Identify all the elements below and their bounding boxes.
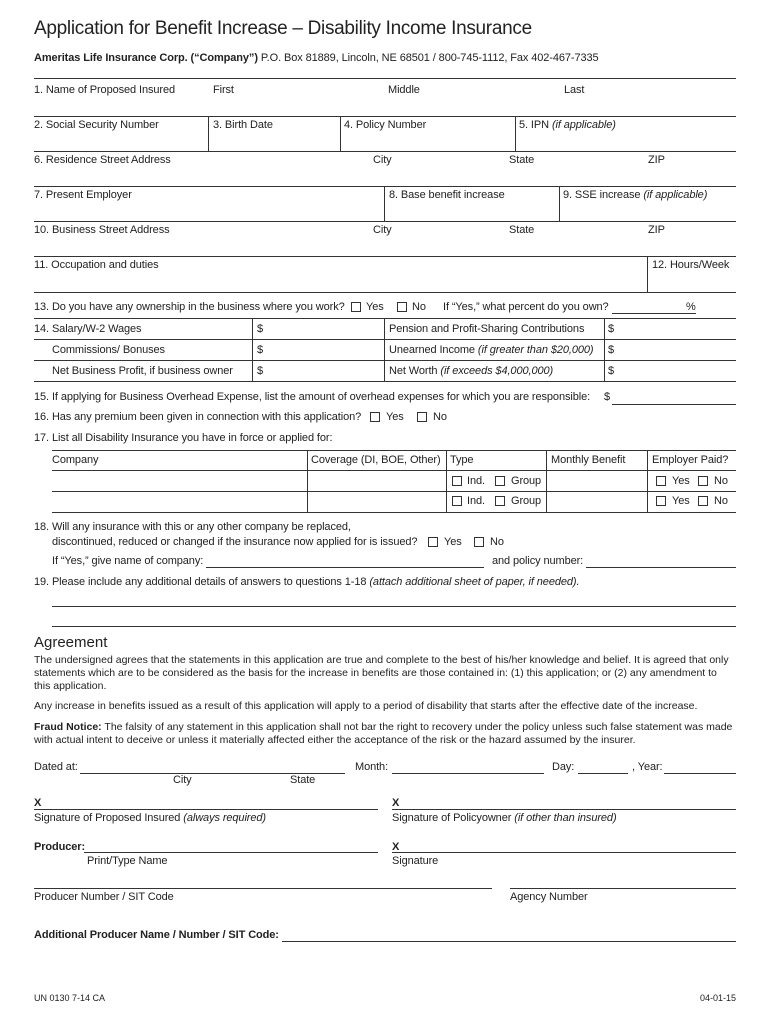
unearned-label: Unearned Income (if greater than $20,000) (389, 344, 594, 356)
row2-employer-no-checkbox[interactable] (698, 496, 708, 506)
net-profit-label: Net Business Profit, if business owner (52, 365, 233, 377)
net-worth-dollar[interactable]: $ (608, 365, 615, 377)
page-title: Application for Benefit Increase – Disability Income Insurance (34, 18, 532, 39)
first-name-label: First (213, 84, 234, 96)
day-input[interactable] (578, 773, 628, 774)
birth-date-label: 3. Birth Date (213, 119, 273, 131)
producer-signature-line[interactable] (392, 852, 736, 853)
col-type: Type (450, 454, 474, 466)
col-company: Company (52, 454, 99, 466)
row1-employer-no-checkbox[interactable] (698, 476, 708, 486)
insured-signature-label: Signature of Proposed Insured (always required) (34, 812, 266, 824)
additional-producer-label: Additional Producer Name / Number / SIT Code: (34, 929, 279, 941)
agreement-heading: Agreement (34, 634, 108, 651)
q18-no-checkbox[interactable] (474, 537, 484, 547)
q18-line2: discontinued, reduced or changed if the insurance now applied for is issued? (52, 536, 418, 548)
q18-policy-input[interactable] (586, 567, 736, 568)
row1-group-checkbox[interactable] (495, 476, 505, 486)
insured-signature-line[interactable] (34, 809, 378, 810)
row2-ind-label: Ind. (467, 495, 485, 507)
percent-own-label: If “Yes,” what percent do you own? (443, 301, 609, 313)
commissions-dollar[interactable]: $ (257, 344, 264, 356)
producer-sign-x: X (392, 841, 400, 853)
net-worth-label: Net Worth (if exceeds $4,000,000) (389, 365, 554, 377)
residence-state-label: State (509, 154, 535, 166)
q16-no-label: No (433, 411, 447, 423)
producer-number-label: Producer Number / SIT Code (34, 891, 174, 903)
business-city-label: City (373, 224, 392, 236)
occupation-input-line[interactable] (34, 292, 736, 293)
q13-yes-checkbox[interactable] (351, 302, 361, 312)
dated-city-label: City (173, 774, 192, 786)
agreement-paragraph-2: Any increase in benefits issued as a result of this application will apply to a period of disability that starts after the effective date of the increase. (34, 700, 698, 712)
employer-label: 7. Present Employer (34, 189, 132, 201)
q18-yes-checkbox[interactable] (428, 537, 438, 547)
salary-dollar[interactable]: $ (257, 323, 264, 335)
row2-employer-yes-checkbox[interactable] (656, 496, 666, 506)
residence-address-label: 6. Residence Street Address (34, 154, 171, 166)
agreement-paragraph-1: The undersigned agrees that the statements in this application are true and complete to the best of his/her knowledge and belief. It is agreed that only statements which are to be considered as the basis for the increase in benefits are those contained in: (1) this application; or (2) any amendment to this application. (34, 654, 729, 692)
q18-line1: 18. Will any insurance with this or any other company be replaced, (34, 521, 351, 533)
additional-producer-input[interactable] (282, 941, 736, 942)
insured-sign-x: X (34, 797, 42, 809)
ipn-label: 5. IPN (if applicable) (519, 119, 616, 131)
salary-label: 14. Salary/W-2 Wages (34, 323, 142, 335)
name-input-line[interactable] (34, 116, 736, 117)
col-employer-paid: Employer Paid? (652, 454, 729, 466)
company-info (34, 52, 599, 64)
owner-sign-x: X (392, 797, 400, 809)
percent-own-input[interactable] (612, 313, 696, 314)
q13-no-label: No (412, 301, 426, 313)
row2-ind-checkbox[interactable] (452, 496, 462, 506)
middle-name-label: Middle (388, 84, 420, 96)
row2-group-checkbox[interactable] (495, 496, 505, 506)
sse-increase-label: 9. SSE increase (if applicable) (563, 189, 708, 201)
agency-number-input[interactable] (510, 888, 736, 889)
residence-zip-label: ZIP (648, 154, 665, 166)
row1-group-label: Group (511, 475, 542, 487)
q18-company-input[interactable] (206, 567, 484, 568)
q17-label: 17. List all Disability Insurance you have in force or applied for: (34, 432, 333, 444)
producer-name-input[interactable] (84, 852, 378, 853)
q13-label: 13. Do you have any ownership in the business where you work? (34, 301, 345, 313)
company-address: P.O. Box 81889, Lincoln, NE 68501 / 800-745-1112, Fax 402-467-7335 (260, 52, 599, 64)
row2-employer-no-label: No (714, 495, 728, 507)
q13-yes-label: Yes (366, 301, 384, 313)
q18-yes-label: Yes (444, 536, 462, 548)
col-coverage: Coverage (DI, BOE, Other) (311, 454, 441, 466)
field-1-label: 1. Name of Proposed Insured (34, 84, 175, 96)
q19-label: 19. Please include any additional details of answers to questions 1-18 (attach additional sheet of paper, if needed). (34, 576, 580, 588)
agency-number-label: Agency Number (510, 891, 588, 903)
ssn-row-line[interactable] (34, 151, 736, 152)
q18-no-label: No (490, 536, 504, 548)
col-monthly-benefit: Monthly Benefit (551, 454, 626, 466)
q16-yes-label: Yes (386, 411, 404, 423)
form-date-code: 04-01-15 (700, 993, 737, 1003)
pension-label: Pension and Profit-Sharing Contributions (389, 323, 585, 335)
q19-input-line-2[interactable] (52, 626, 736, 627)
last-name-label: Last (564, 84, 585, 96)
row1-employer-yes-checkbox[interactable] (656, 476, 666, 486)
row1-employer-no-label: No (714, 475, 728, 487)
q16-label: 16. Has any premium been given in connection with this application? (34, 411, 362, 423)
producer-number-input[interactable] (34, 888, 492, 889)
row1-employer-yes-label: Yes (672, 475, 690, 487)
residence-city-label: City (373, 154, 392, 166)
pension-dollar[interactable]: $ (608, 323, 615, 335)
print-name-label: Print/Type Name (87, 855, 168, 867)
month-input[interactable] (392, 773, 544, 774)
business-input-line[interactable] (34, 256, 736, 257)
owner-signature-line[interactable] (392, 809, 736, 810)
q16-yes-checkbox[interactable] (370, 412, 380, 422)
dated-state-label: State (290, 774, 316, 786)
occupation-label: 11. Occupation and duties (34, 259, 159, 271)
business-address-label: 10. Business Street Address (34, 224, 170, 236)
q15-input[interactable] (612, 404, 736, 405)
ssn-label: 2. Social Security Number (34, 119, 159, 131)
q15-label: 15. If applying for Business Overhead Expense, list the amount of overhead expenses for which you are responsible: (34, 391, 591, 403)
business-zip-label: ZIP (648, 224, 665, 236)
row1-ind-checkbox[interactable] (452, 476, 462, 486)
producer-signature-label: Signature (392, 855, 439, 867)
year-label: , Year: (632, 761, 663, 773)
form-id: UN 0130 7-14 CA (34, 993, 106, 1003)
day-label: Day: (552, 761, 575, 773)
row2-group-label: Group (511, 495, 542, 507)
q16-no-checkbox[interactable] (417, 412, 427, 422)
net-profit-dollar[interactable]: $ (257, 365, 264, 377)
q15-dollar: $ (604, 391, 611, 403)
hours-week-label: 12. Hours/Week (652, 259, 730, 271)
base-benefit-label: 8. Base benefit increase (389, 189, 505, 201)
q18-policy-label: and policy number: (492, 555, 584, 567)
row1-ind-label: Ind. (467, 475, 485, 487)
commissions-label: Commissions/ Bonuses (52, 344, 165, 356)
year-input[interactable] (664, 773, 736, 774)
row2-employer-yes-label: Yes (672, 495, 690, 507)
policy-number-label: 4. Policy Number (344, 119, 427, 131)
company-name: Ameritas Life Insurance Corp. (“Company”) (34, 52, 258, 64)
fraud-notice: Fraud Notice: The falsity of any statement in this application shall not bar the right to recovery under the policy unless such false statement was made with actual intent to deceive or unless it materially affected either the acceptance of the risk or the hazard assumed by the insurer. (34, 721, 733, 746)
business-state-label: State (509, 224, 535, 236)
producer-label: Producer: (34, 841, 86, 853)
percent-sign: % (686, 301, 696, 313)
q18-company-label: If “Yes,” give name of company: (52, 555, 204, 567)
employer-input-line[interactable] (34, 221, 736, 222)
unearned-dollar[interactable]: $ (608, 344, 615, 356)
month-label: Month: (355, 761, 389, 773)
residence-input-line[interactable] (34, 186, 736, 187)
dated-at-label: Dated at: (34, 761, 78, 773)
q13-no-checkbox[interactable] (397, 302, 407, 312)
owner-signature-label: Signature of Policyowner (if other than insured) (392, 812, 617, 824)
q19-input-line-1[interactable] (52, 606, 736, 607)
